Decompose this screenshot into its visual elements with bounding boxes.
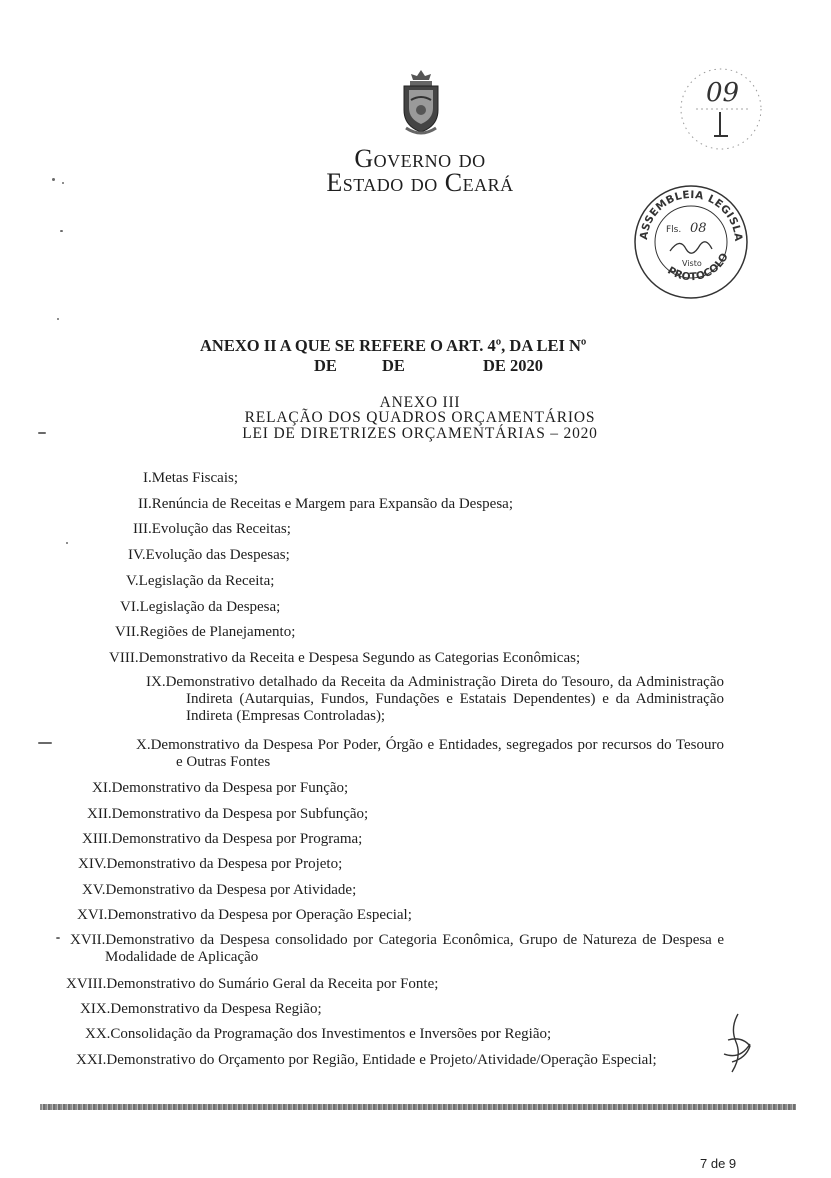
list-item: XI.Demonstrativo da Despesa por Função; bbox=[92, 780, 349, 796]
annex-subtitle: ANEXO III bbox=[379, 394, 461, 411]
list-item: XIII.Demonstrativo da Despesa por Programa; bbox=[82, 831, 363, 847]
page-number: 7 de 9 bbox=[700, 1156, 737, 1171]
annex-title-de3: DE 2020 bbox=[483, 356, 544, 375]
protocol-fls-label: Fls. bbox=[666, 225, 682, 235]
government-name-line2: Estado do Ceará bbox=[326, 168, 514, 197]
scan-speck bbox=[52, 178, 55, 181]
list-item: XIV.Demonstrativo da Despesa por Projeto; bbox=[78, 856, 343, 872]
page-number-handwritten: 09 bbox=[706, 78, 740, 108]
scan-speck bbox=[66, 542, 68, 544]
svg-text:ASSEMBLEIA LEGISLATIVA DO CEAR: ASSEMBLEIA LEGISLA bbox=[637, 188, 745, 242]
scan-speck bbox=[38, 432, 46, 434]
scan-speck bbox=[60, 230, 63, 232]
list-item: IV.Evolução das Despesas; bbox=[128, 547, 290, 563]
scan-border-rule bbox=[40, 1104, 796, 1110]
list-item: VII.Regiões de Planejamento; bbox=[115, 624, 296, 640]
list-item: XV.Demonstrativo da Despesa por Atividade; bbox=[82, 882, 357, 898]
list-item: XX.Consolidação da Programação dos Investimentos e Inversões por Região; bbox=[85, 1026, 552, 1042]
protocol-fls-value: 08 bbox=[690, 221, 707, 236]
page-number-stamp bbox=[676, 64, 766, 154]
list-item: VI.Legislação da Despesa; bbox=[120, 599, 281, 615]
scan-speck bbox=[56, 937, 60, 939]
annex-title-de2: DE bbox=[382, 356, 405, 375]
list-item: XIX.Demonstrativo da Despesa Região; bbox=[80, 1001, 322, 1017]
list-item: II.Renúncia de Receitas e Margem para Expansão da Despesa; bbox=[138, 496, 513, 512]
handwritten-initials bbox=[718, 1010, 758, 1080]
list-item: III.Evolução das Receitas; bbox=[133, 521, 291, 537]
list-item: IX.Demonstrativo detalhado da Receita da Administração Direta do Tesouro, da Administração Indireta (Autarquias, Fundos, Fundações e Estatais Dependentes) e da Administração Indireta (Empresas Controladas); bbox=[146, 674, 724, 724]
annex-title-de1: DE bbox=[314, 356, 337, 375]
list-item: XVI.Demonstrativo da Despesa por Operação Especial; bbox=[77, 907, 412, 923]
scan-speck bbox=[38, 742, 52, 744]
scan-speck bbox=[62, 182, 64, 184]
annex-title: ANEXO II A QUE SE REFERE O ART. 4º, DA LEI Nº bbox=[200, 336, 587, 355]
annex-subtitle-law: LEI DE DIRETRIZES ORÇAMENTÁRIAS – 2020 bbox=[242, 425, 598, 442]
list-item: XXI.Demonstrativo do Orçamento por Região, Entidade e Projeto/Atividade/Operação Especial; bbox=[76, 1052, 657, 1068]
list-item: I.Metas Fiscais; bbox=[143, 470, 238, 486]
list-item: XVII.Demonstrativo da Despesa consolidado por Categoria Econômica, Grupo de Natureza de Despesa e Modalidade de Aplicação bbox=[70, 932, 724, 965]
svg-text:PROTOCOLO: PROTOCOLO bbox=[665, 251, 731, 284]
list-item: V.Legislação da Receita; bbox=[126, 573, 275, 589]
scan-speck bbox=[57, 318, 59, 320]
protocol-visto: Visto bbox=[682, 259, 702, 268]
protocol-stamp-ring bbox=[632, 183, 750, 301]
list-item: X.Demonstrativo da Despesa Por Poder, Órgão e Entidades, segregados por recursos do Tesouro e Outras Fontes bbox=[136, 737, 724, 770]
assembly-protocol-stamp bbox=[632, 183, 750, 301]
annex-subtitle-relation: RELAÇÃO DOS QUADROS ORÇAMENTÁRIOS bbox=[244, 409, 596, 426]
list-item: XVIII.Demonstrativo do Sumário Geral da Receita por Fonte; bbox=[66, 976, 439, 992]
state-coat-of-arms bbox=[396, 68, 446, 140]
government-name-line1: Governo do bbox=[354, 144, 486, 173]
list-item: XII.Demonstrativo da Despesa por Subfunção; bbox=[87, 806, 369, 822]
list-item: VIII.Demonstrativo da Receita e Despesa Segundo as Categorias Econômicas; bbox=[109, 650, 581, 666]
